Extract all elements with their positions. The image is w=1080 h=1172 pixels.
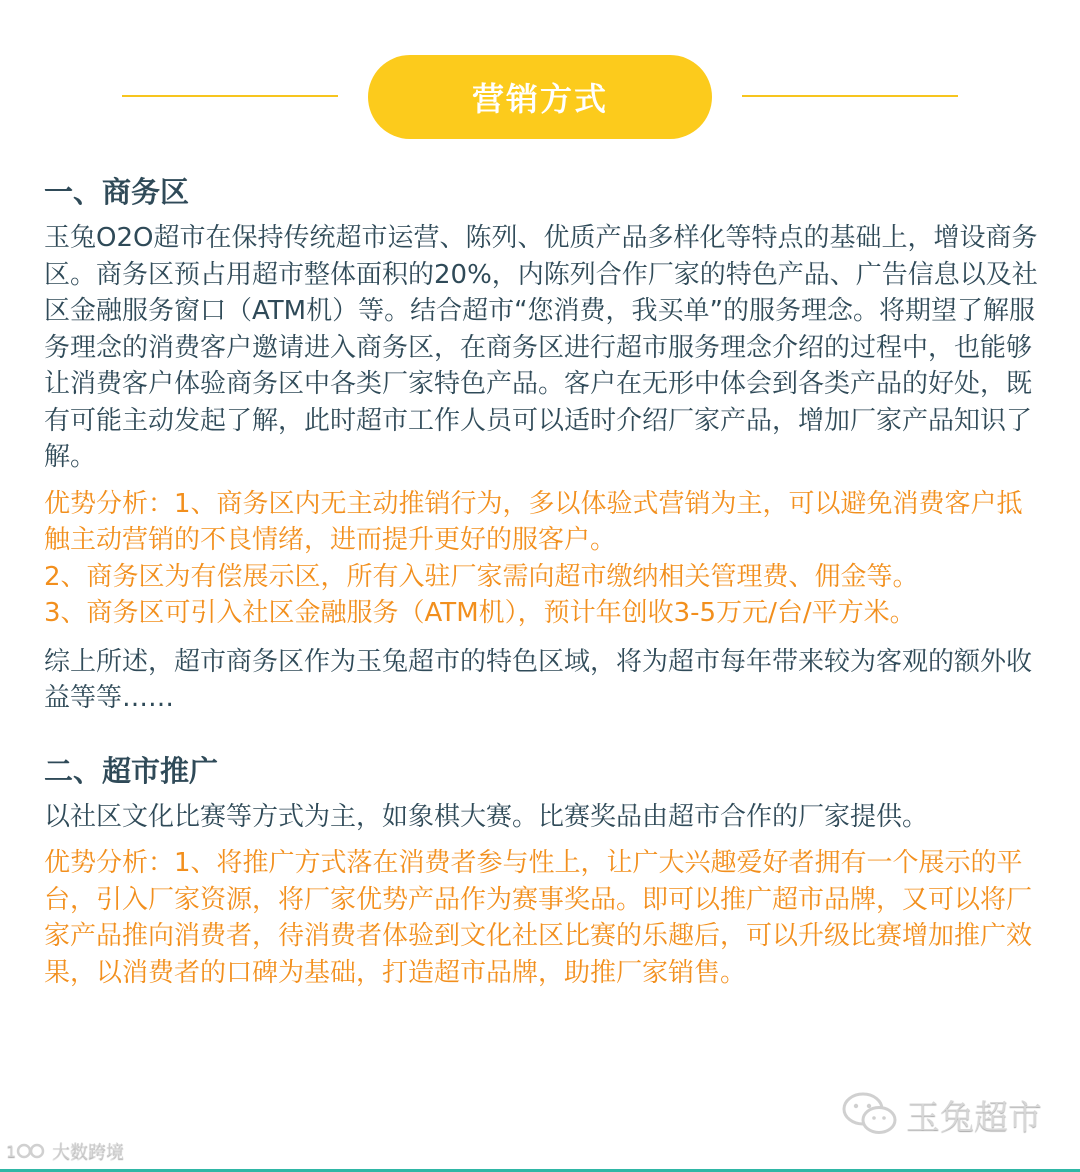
wechat-icon	[842, 1091, 898, 1137]
header-rule-right	[742, 95, 958, 97]
section1-summary: 综上所述，超市商务区作为玉兔超市的特色区域，将为超市每年带来较为客观的额外收益等等……	[44, 646, 1033, 713]
section2-title: 二、超市推广	[44, 753, 219, 788]
header-rule-left	[122, 95, 338, 97]
watermark-source-name: 大数跨境	[52, 1142, 124, 1163]
watermark-source	[6, 1136, 124, 1166]
source-logo-icon	[6, 1140, 46, 1162]
section2-advantage: 优势分析：1、将推广方式落在消费者参与性上，让广大兴趣爱好者拥有一个展示的平台，引入厂家资源，将厂家优势产品作为赛事奖品。即可以推广超市品牌，又可以将厂家产品推向消费者，待消费者体验到文化社区比赛的乐趣后，可以升级比赛增加推广效果，以消费者的口碑为基础，打造超市品牌，助推厂家销售。	[44, 848, 1033, 988]
section1-title: 一、商务区	[44, 175, 190, 209]
section1-advantage-2: 2、商务区为有偿展示区，所有入驻厂家需向超市缴纳相关管理费、佣金等。	[44, 561, 919, 592]
section2-body: 以社区文化比赛等方式为主，如象棋大赛。比赛奖品由超市合作的厂家提供。	[44, 801, 929, 832]
section1-body: 玉兔O2O超市在保持传统超市运营、陈列、优质产品多样化等特点的基础上，增设商务区。商务区预占用超市整体面积的20%，内陈列合作厂家的特色产品、广告信息以及社区金融服务窗口（ATM机）等。结合超市“您消费，我买单”的服务理念。将期望了解服务理念的消费客户邀请进入商务区，在商务区进行超市服务理念介绍的过程中，也能够让消费客户体验商务区中各类厂家特色产品。客户在无形中体会到各类产品的好处，既有可能主动发起了解，此时超市工作人员可以适时介绍厂家产品，增加厂家产品知识了解。	[44, 223, 1038, 472]
section-header-pill	[368, 55, 712, 139]
section1-advantage-3: 3、商务区可引入社区金融服务（ATM机），预计年创收3-5万元/台/平方米。	[44, 598, 916, 628]
watermark-account-name: 玉兔超市	[906, 1097, 1042, 1138]
article-body	[44, 172, 1044, 991]
section-header-title: 营销方式	[471, 80, 608, 118]
svg-text:1: 1	[6, 1142, 17, 1161]
watermark-wechat	[842, 1084, 1042, 1144]
section1-advantage-1: 优势分析：1、商务区内无主动推销行为，多以体验式营销为主，可以避免消费客户抵触主动营销的不良情绪，进而提升更好的服客户。	[44, 488, 1023, 555]
